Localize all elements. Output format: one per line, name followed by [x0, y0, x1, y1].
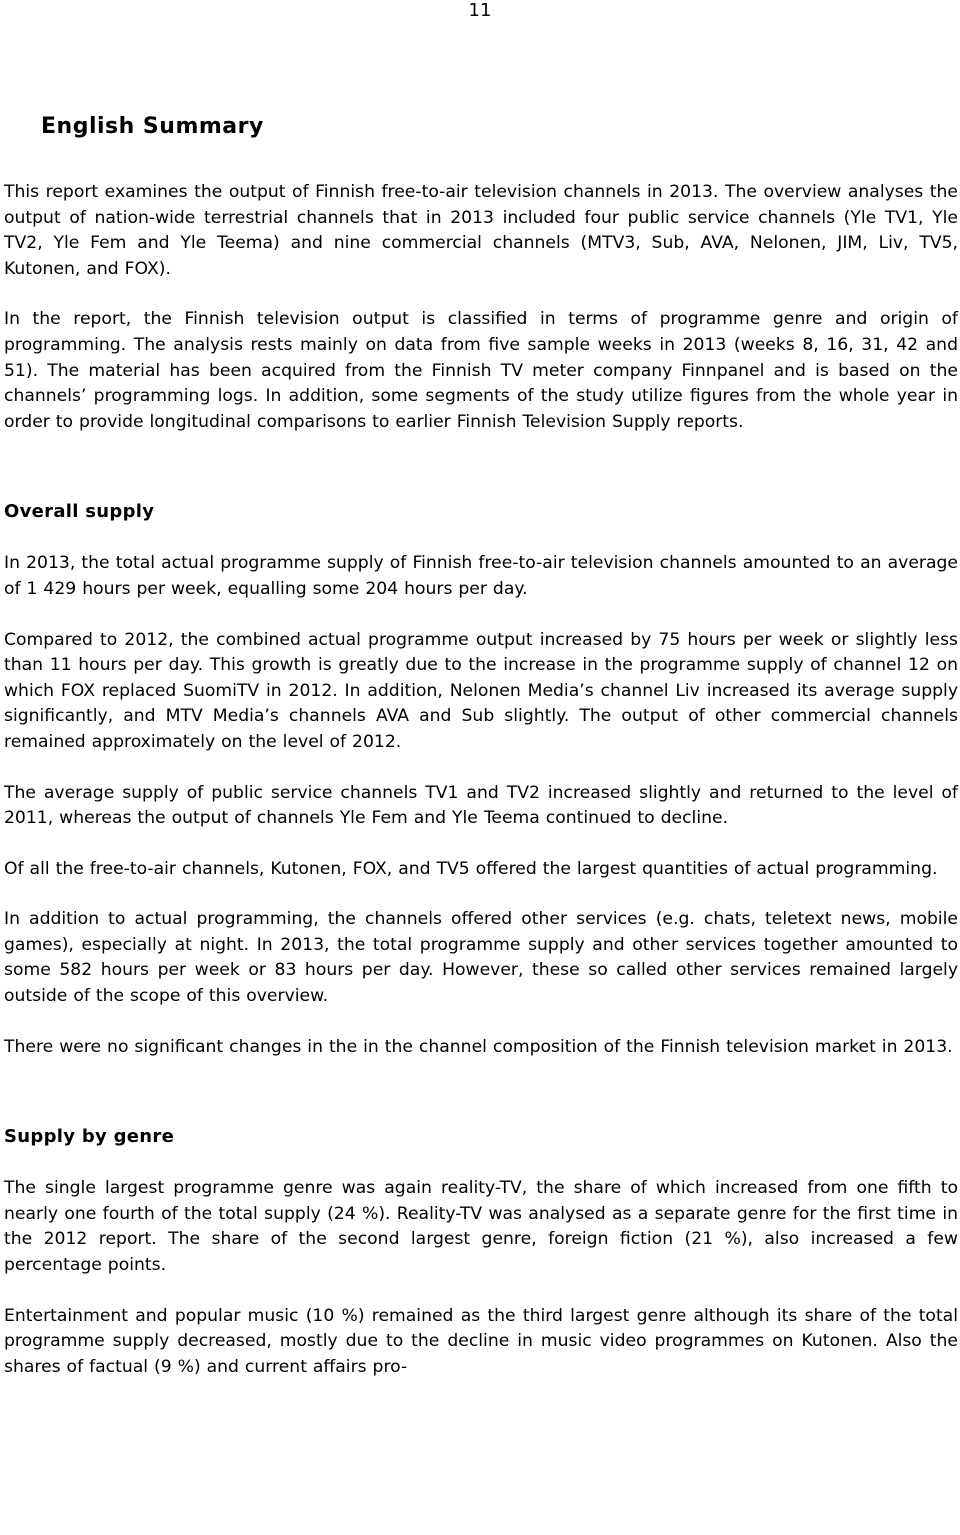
overall-paragraph-1: In 2013, the total actual programme supply of Finnish free-to-air television channels amounted to an average of 1 429 hours per week, equalling some 204 hours per day. [4, 553, 958, 599]
section-heading-supply-by-genre: Supply by genre [4, 1126, 175, 1148]
section-heading-overall-supply: Overall supply [4, 501, 155, 523]
document-title: English Summary [41, 114, 264, 139]
spacer [4, 1279, 958, 1304]
spacer [4, 282, 958, 307]
spacer [4, 1060, 958, 1124]
page-number: 11 [468, 0, 492, 21]
spacer [4, 435, 958, 499]
spacer [4, 603, 958, 628]
overall-paragraph-3: The average supply of public service channels TV1 and TV2 increased slightly and returned to the level of 2011, whereas the output of channels Yle Fem and Yle Teema continued to decline. [4, 782, 958, 829]
spacer [4, 832, 958, 857]
overall-paragraph-2: Compared to 2012, the combined actual programme output increased by 75 hours per week or slightly less than 11 hours per day. This growth is greatly due to the increase in the programme supply of channel 12 on which FOX replaced SuomiTV in 2012. In addition, Nelonen Media’s channel Liv increased its average supply significantly, and MTV Media’s channels AVA and Sub slightly. The output of other commercial channels remained approximately on the level of 2012. [4, 629, 958, 752]
genre-paragraph-2: Entertainment and popular music (10 %) remained as the third largest genre although its share of the total programme supply decreased, mostly due to the decline in music video programmes on Kutonen. Also the shares of factual (9 %) and current affairs pro- [4, 1305, 958, 1377]
spacer [4, 1010, 958, 1035]
document-body [4, 110, 958, 1380]
spacer [4, 882, 958, 907]
spacer [4, 756, 958, 781]
intro-paragraph-2: In the report, the Finnish television output is classified in terms of programme genre and origin of programming. The analysis rests mainly on data from five sample weeks in 2013 (weeks 8, 16, 31, 42 and 51). The material has been acquired from the Finnish TV meter company Finnpanel and is based on the channels’ programming logs. In addition, some segments of the study utilize figures from the whole year in order to provide longitudinal comparisons to earlier Finnish Television Supply reports. [4, 309, 958, 432]
overall-paragraph-6: There were no significant changes in the in the channel composition of the Finnish television market in 2013. [4, 1036, 953, 1057]
spacer [4, 144, 958, 180]
intro-paragraph-1: This report examines the output of Finnish free-to-air television channels in 2013. The overview analyses the output of nation-wide terrestrial channels that in 2013 included four public service channels (Yle TV1, Yle TV2, Yle Fem and Yle Teema) and nine commercial channels (MTV3, Sub, AVA, Nelonen, JIM, Liv, TV5, Kutonen, and FOX). [4, 182, 958, 279]
spacer [4, 1150, 958, 1176]
spacer [4, 525, 958, 551]
overall-paragraph-4: Of all the free-to-air channels, Kutonen, FOX, and TV5 offered the largest quantities of actual programming. [4, 858, 938, 879]
genre-paragraph-1: The single largest programme genre was again reality-TV, the share of which increased from one fifth to nearly one fourth of the total supply (24 %). Reality-TV was analysed as a separate genre for the first time in the 2012 report. The share of the second largest genre, foreign fiction (21 %), also increased a few percentage points. [4, 1178, 958, 1276]
overall-paragraph-5: In addition to actual programming, the channels offered other services (e.g. chats, teletext news, mobile games), especially at night. In 2013, the total programme supply and other services together amounted to some 582 hours per week or 83 hours per day. However, these so called other services remained largely outside of the scope of this overview. [4, 909, 958, 1007]
